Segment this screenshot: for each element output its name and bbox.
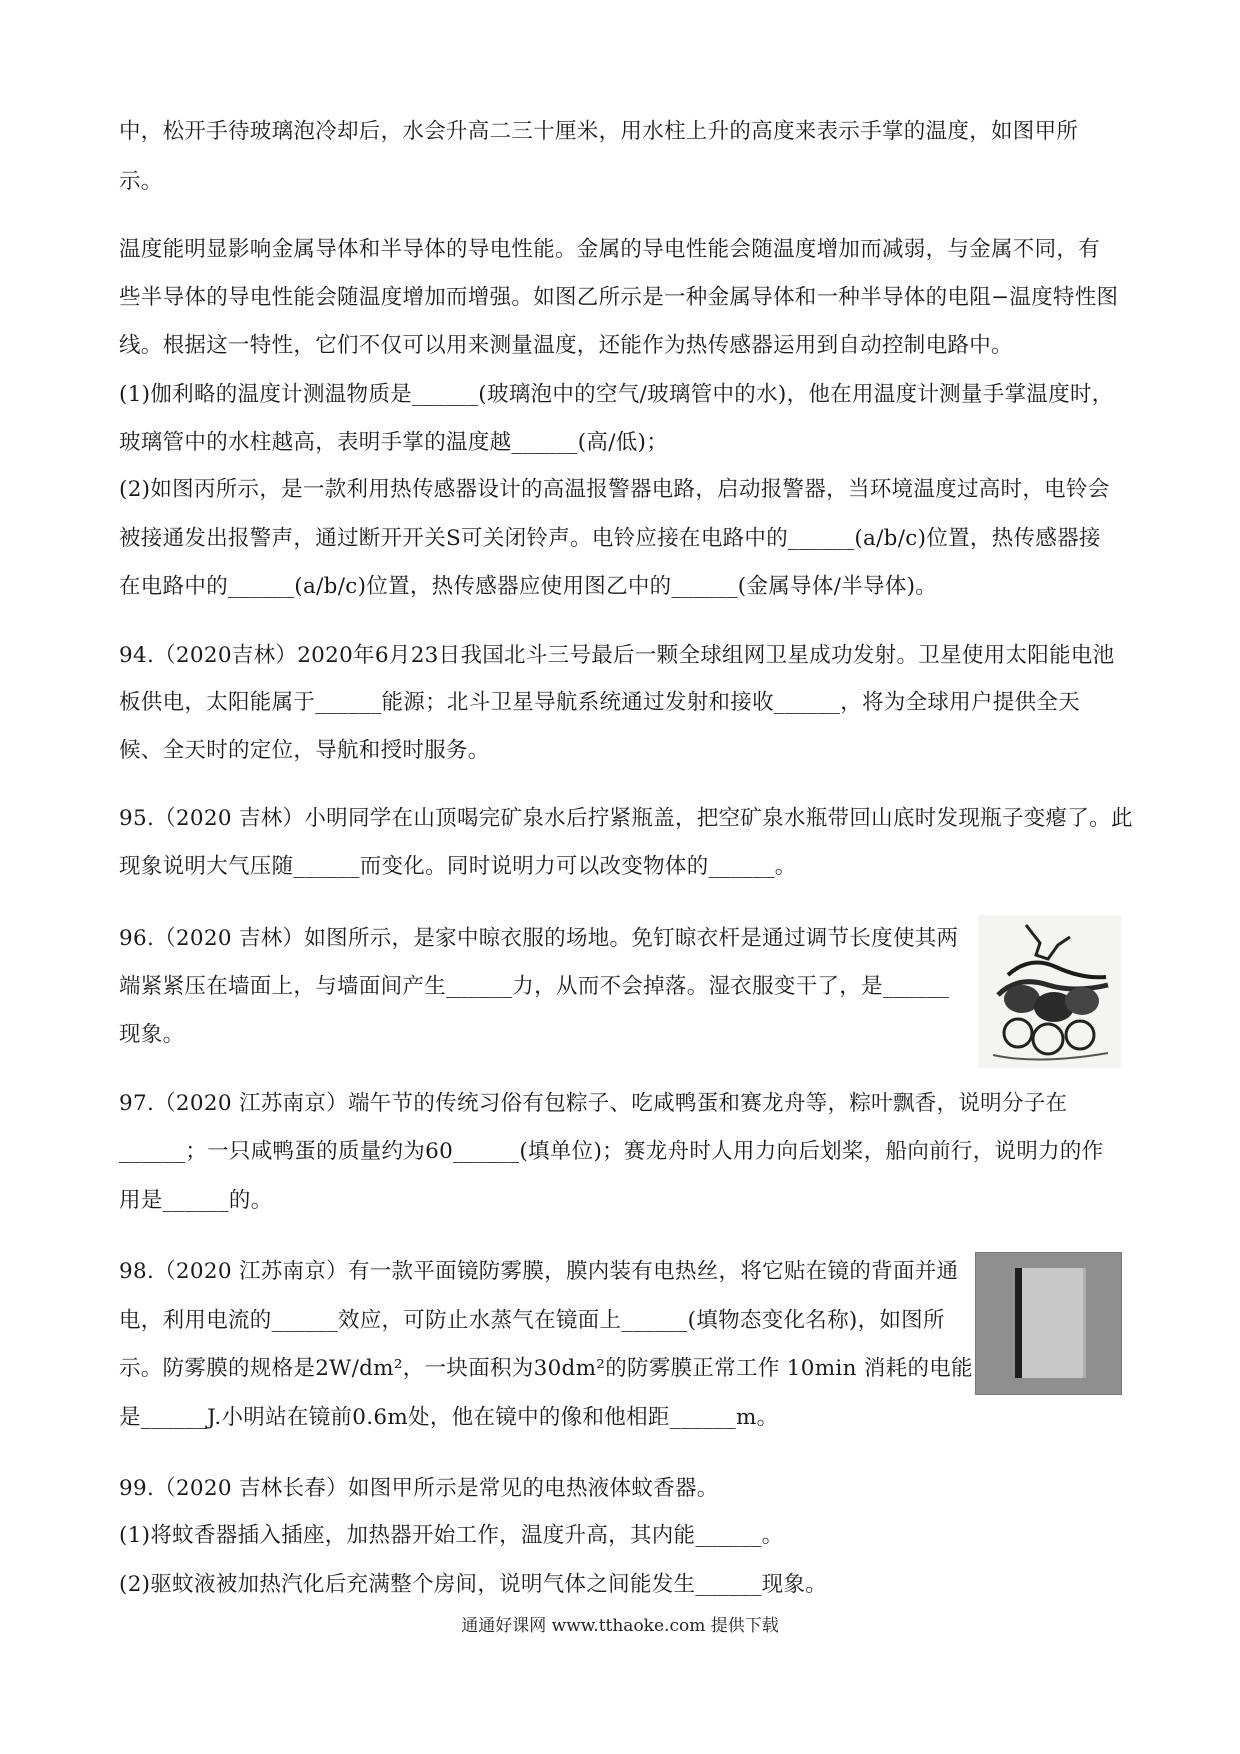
text-line: 在电路中的______(a/b/c)位置，热传感器应使用图乙中的______(金属导体/半导体)。	[119, 574, 938, 599]
text-line: 95.（2020 吉林）小明同学在山顶喝完矿泉水后拧紧瓶盖，把空矿泉水瓶带回山底时发现瓶子变瘪了。此	[119, 806, 1133, 831]
text-line: 98.（2020 江苏南京）有一款平面镜防雾膜，膜内装有电热丝，将它贴在镜的背面并通	[119, 1259, 959, 1284]
text-line: 示。防雾膜的规格是2W/dm²，一块面积为30dm²的防雾膜正常工作 10min 消耗的电能	[119, 1356, 973, 1381]
text-line: (1)伽利略的温度计测温物质是______(玻璃泡中的空气/玻璃管中的水)，他在用温度计测量手掌温度时，	[119, 382, 1114, 407]
text-line: 现象。	[119, 1022, 185, 1047]
anti-fog-film-photo	[975, 1252, 1122, 1395]
drying-rack-photo	[978, 915, 1121, 1068]
text-line: (2)驱蚊液被加热汽化后充满整个房间，说明气体之间能发生______现象。	[119, 1572, 828, 1597]
text-line: ______；一只咸鸭蛋的质量约为60______(填单位)；赛龙舟时人用力向后划桨，船向前行，说明力的作	[119, 1139, 1104, 1164]
text-line: (1)将蚊香器插入插座，加热器开始工作，温度升高，其内能______。	[119, 1523, 784, 1548]
text-line: 97.（2020 江苏南京）端午节的传统习俗有包粽子、吃咸鸭蛋和赛龙舟等，粽叶飘香，说明分子在	[119, 1091, 1068, 1116]
text-line: 些半导体的导电性能会随温度增加而增强。如图乙所示是一种金属导体和一种半导体的电阻−温度特性图	[119, 285, 1119, 310]
text-line: 温度能明显影响金属导体和半导体的导电性能。金属的导电性能会随温度增加而减弱，与金属不同，有	[119, 237, 1101, 262]
text-line: 线。根据这一特性，它们不仅可以用来测量温度，还能作为热传感器运用到自动控制电路中。	[119, 333, 1013, 358]
page-footer: 通通好课网 www.tthaoke.com 提供下载	[461, 1616, 779, 1636]
text-line: 99.（2020 吉林长春）如图甲所示是常见的电热液体蚊香器。	[119, 1476, 719, 1501]
text-line: 96.（2020 吉林）如图所示，是家中晾衣服的场地。免钉晾衣杆是通过调节长度使其两	[119, 926, 959, 951]
text-line: 是______J.小明站在镜前0.6m处，他在镜中的像和他相距______m。	[119, 1405, 779, 1430]
text-line: (2)如图丙所示，是一款利用热传感器设计的高温报警器电路，启动报警器，当环境温度过高时，电铃会	[119, 477, 1110, 502]
text-line: 94.（2020吉林）2020年6月23日我国北斗三号最后一颗全球组网卫星成功发射。卫星使用太阳能电池	[119, 643, 1115, 668]
text-line: 候、全天时的定位，导航和授时服务。	[119, 738, 490, 763]
text-line: 电，利用电流的______效应，可防止水蒸气在镜面上______(填物态变化名称)，如图所	[119, 1308, 945, 1333]
text-line: 被接通发出报警声，通过断开开关S可关闭铃声。电铃应接在电路中的______(a/b/c)位置，热传感器接	[119, 526, 1101, 551]
text-line: 板供电，太阳能属于______能源；北斗卫星导航系统通过发射和接收______，将为全球用户提供全天	[119, 690, 1081, 715]
text-line: 玻璃管中的水柱越高，表明手掌的温度越______(高/低)；	[119, 430, 669, 455]
text-line: 现象说明大气压随______而变化。同时说明力可以改变物体的______。	[119, 854, 797, 879]
text-line: 端紧紧压在墙面上，与墙面间产生______力，从而不会掉落。湿衣服变干了，是______	[119, 974, 950, 999]
text-line: 用是______的。	[119, 1188, 273, 1213]
text-line: 示。	[119, 169, 163, 194]
text-line: 中，松开手待玻璃泡冷却后，水会升高二三十厘米，用水柱上升的高度来表示手掌的温度，如图甲所	[119, 119, 1079, 144]
